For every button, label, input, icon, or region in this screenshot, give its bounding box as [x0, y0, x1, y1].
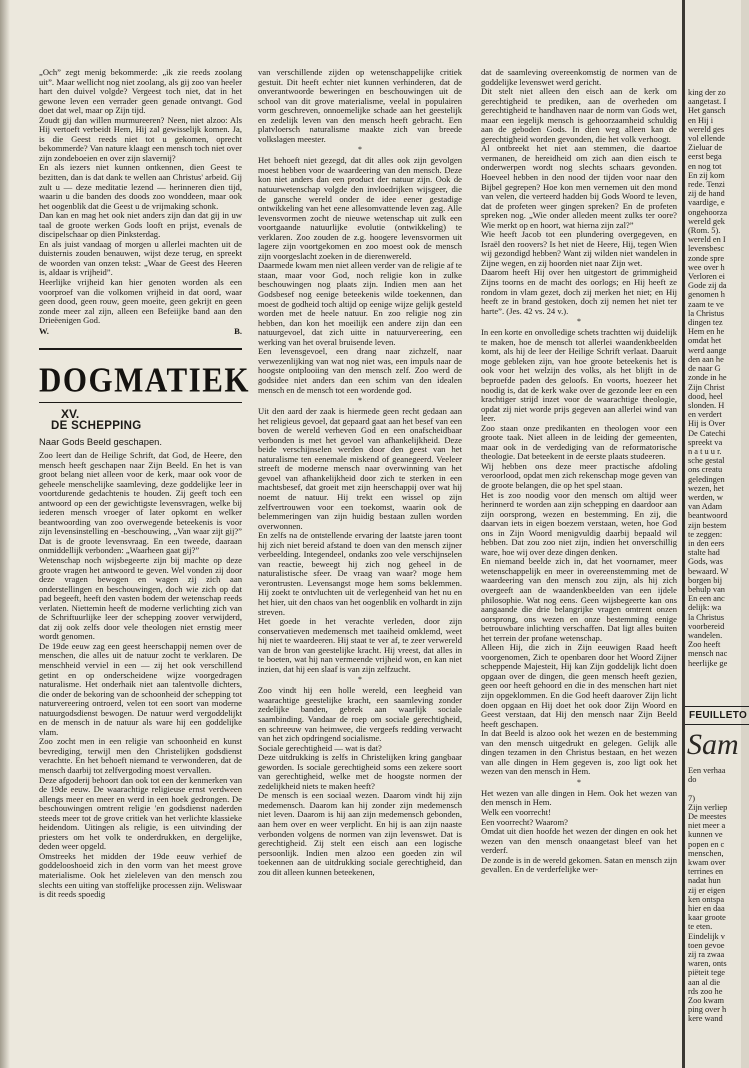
edge-text-line: Zieluar de	[688, 143, 723, 153]
edge-text-line: wezen, het	[688, 483, 724, 493]
edge-text-line: omdat het	[688, 336, 722, 346]
edge-text-line: behulp van	[688, 584, 725, 594]
paragraph: Het goede in het verachte verleden, door zijn conservatieven medemensch met taaiheid omklemd, weet hij niet te waardeeren. Hij staat te ver af, te zeer verwereld van de bron van geestelijke kracht. Hij vreest, dat alles in te boeten, wat hij nan vermeende vrijheid won, en kan niet inzien, dat hij een slaaf is van zijn zelfzucht.	[258, 616, 462, 674]
edge-text-line: zij de hand	[688, 189, 725, 199]
edge-text-line: menschen,	[688, 848, 724, 858]
separator-star-icon: *	[358, 675, 362, 685]
paragraph: In dat Beeld is alzoo ook het wezen en de bestemming van den mensch uitgedrukt en gelegen. Gelijk alle dingen tezamen in den Christus bestaan, en het wezen van alle dingen in Hem gegeven is, zoo ligt ook het wezen van den mensch in Hem.	[481, 728, 677, 777]
paragraph: De mensch is een sociaal wezen. Daarom vindt hij zijn medemensch. Daarom kan hij zonder zijn medemensch niet leven. Daarom is hij aan zijn medemensch gebonden, aan hem over en weer verplicht. En hij is aan zijn naaste verbonden volgens de normen van zijn levenswet. Dat is gerechtigheid. Zij stelt een eisch aan een logische persoonlijk. Indien men alzoo een goeden zin wil toekennen aan de uitdrukking sociale gerechtigheid, dan zou dit alleen kunnen beteekenen,	[258, 790, 462, 877]
column-2	[258, 68, 462, 877]
edge-text-line: aan al die	[688, 977, 721, 987]
paragraph: Daarom heeft Hij over hen uitgestort de grimmigheid Zijns toorns en de macht des oorlogs; en Hij heeft ze rondom in vlam gezet, doch zij merken het niet; en Hij heeft ze in brand gestoken, doch zij nemen het niet ter harte”. (Jes. 42 vs. 24 v.).	[481, 267, 677, 316]
paragraph: Dit stelt niet alleen den eisch aan de kerk om gerechtigheid te prediken, aan de overheden om gerechtigheid te handhaven naar de norm van Gods wet, maar een iegelijk mensch is gehoorzaamheid schuldig aan de geboden Gods. In dien weg alleen kan de gerechtigheid worden gevonden, die het volk verhoogt.	[481, 86, 677, 144]
section-divider	[39, 348, 242, 350]
edge-text-line: Eindelijk v	[688, 931, 725, 941]
section-divider	[39, 402, 242, 403]
edge-text-line: aangetast. I	[688, 97, 727, 107]
signature-left: W.	[39, 325, 49, 336]
edge-text-line: van Adam	[688, 502, 723, 512]
edge-text-line: dingen tez	[688, 318, 723, 328]
edge-text-line: en verdert	[688, 410, 722, 420]
edge-text-line: nadat hun	[688, 876, 721, 886]
paragraph: En als juist vandaag of morgen u allerlei machten uit de duisternis zouden benauwen, wijst deze terug, en spreekt de woorden van onzen tekst: „Waar de Geest des Heeren is, aldaar is vrijheid”.	[39, 238, 242, 278]
edge-text-line: zijn bestem	[688, 520, 727, 530]
edge-text-line: wereld gek	[688, 216, 725, 226]
edge-text-line: Zijn Christ	[688, 382, 725, 392]
edge-text-line: delijk: wa	[688, 603, 722, 613]
article-subtitle: DE SCHEPPING	[51, 419, 142, 432]
separator-star-icon: *	[577, 317, 581, 327]
edge-text-line: ons creatu	[688, 465, 723, 475]
paragraph: van verschillende zijden op wetenschappelijke critiek gestuit. Dit heeft echter niet kunnen verhinderen, dat de onverantwoorde beweringen en beschouwingen uit de school van dit grove materialisme, veelal in populairen vorm geschreven, onnoemelijke schade aan het geestelijk en zedelijk leven van den mensch heeft gebracht. Een platvloersch naturalisme maakte zich van breede volkslagen meester.	[258, 67, 462, 144]
paragraph: Zoo zocht men in een religie van schoonheid en kunst bevrediging, terwijl men den Christelijken godsdienst verachtte. En het behoeft niemand te verwonderen, dat de mensch daarbij tot zelfvergoding moest vervallen.	[39, 736, 242, 775]
facing-page-edge	[682, 0, 748, 1068]
paragraph: En zelfs na de ontstellende ervaring der laatste jaren toont hij zich niet bereid afstand te doen van den mensch zijner verbeelding. Integendeel, ondanks zoo vele verschijnselen van reactie, beweegt hij zich nog geheel in de naturalistische sfeer. De vraag van waar? moge hem verontrusten. Levensangst moge hem soms beklemmen. Hij zoekt te ontvluchten uit de verlegenheid van het nu en het hier, uit den chaos van het oogenblik en volhardt in zijn streven.	[258, 530, 462, 617]
edge-text-line: piëteit tege	[688, 968, 725, 978]
edge-text-line: sche gestal	[688, 456, 725, 466]
paragraph: Dan kan en mag het ook niet anders zijn dan dat gij in uw taal de groote werken Gods looft en prijst, evenals de discipelschaar op dien Pinksterdag.	[39, 210, 242, 240]
edge-text-line: de naar G	[688, 364, 721, 374]
edge-text-line: zij er eigen	[688, 885, 726, 895]
paragraph: Wetenschap noch wijsbegeerte zijn bij machte op deze groote vragen het antwoord te geven. Wel vonden zij door deze vragen bewogen en wagen zij zich aan onderstellingen en beschouwingen, doch wie zich op dat pad begeeft, heeft den vasten bodem der wetenschap reeds verlaten. Niettemin heeft de moderne verlichting zich van de Schriftuurlijke leer der schepping zoover verwijderd, dat zij ook zelfs door vele theologen niet ernstig meer wordt genomen.	[39, 554, 242, 642]
edge-text-line: wee over h	[688, 262, 725, 272]
column-3	[481, 68, 677, 875]
edge-text-line: Het gansch	[688, 106, 726, 116]
edge-text-line: terrines en	[688, 867, 724, 877]
paragraph: Zoo leert dan de Heilige Schrift, dat God, de Heere, den mensch heeft geschapen naar Zijn Beeld. En het is van groot belang niet alleen voor de kerk, maar ook voor de geheele menschelijke saamleving, deze goddelijke leer in voortdurende gedachtenis te houden. Zij geeft toch een antwoord op een der gewichtigste levensvragen, welke bij iederen mensch vroeger of later opkomt en welker beantwoording van zoo overwegende beteekenis is voor zijn levensinstelling en -beschouwing, „Van waar zijt gij?” Dat is de groote levensvraag. En een tweede, daaraan onmiddellijk verbonden: „Waarheen gaat gij?”	[39, 449, 242, 556]
cropped-text-fragment	[688, 88, 748, 668]
paragraph: In een korte en onvolledige schets trachtten wij duidelijk te maken, hoe de mensch tot allerlei waandenkbeelden komt, als hij de leer der Heilige Schrift verlaat. Daaruit moge gebleken zijn, van hoe groote beteekenis het is ook voor het welzijn des volks, als het blijft in de beproefde paden des geloofs. En voorts, hoezeer het noodig is, dat de kerk wake over de gezonde leer en een krachtiger strijd inzet voor de waarachtige theologie, opdat zij niet worde prijs gegeven aan allerlei wind van leer.	[481, 327, 677, 424]
edge-text-line: mensch nac	[688, 649, 728, 659]
paragraph: Uit den aard der zaak is hiermede geen recht gedaan aan het religieus gevoel, dat gepaard gaat aan het besef van een boven de wereld verheven God en een onafscheidbaar verbonden is met het gevoel van afhankelijkheid. Deze beide verschijnselen werden door den geest van het naturalisme ten eenemale miskend of geanegeerd. Veeleer streeft de moderne mensch naar overwinning van het gevoel van afhankelijkheid door zich te sterken in een machtsbesef, dat groeit met zijn heerschappij over wat hij noemt de natuur. Hij trekt een wissel op zijn zelfvertrouwen voor een toekomst, waarin ook de belemmeringen van zijn huidig bestaan zullen worden overwonnen.	[258, 406, 462, 531]
paragraph: Heerlijke vrijheid kan hier genoten worden als een voorproef van die volkomen vrijheid in dat oord, waar geen dood, geen rouw, geen moeite, geen gekrijt en geen zonde meer zal zijn, alleen een Befeiijke band aan den Drieëenigen God.	[39, 277, 242, 326]
paragraph: Zoo staan onze predikanten en theologen voor een groote taak. Niet alleen in de leiding der gemeenten, maar ook in de verdediging van de reformatorische theologie. Dat beteekent in de eerste plaats studeeren.	[481, 422, 677, 462]
paragraph: Het wezen van alle dingen in Hem. Ook het wezen van den mensch in Hem.	[481, 787, 677, 808]
edge-text-line: vaardige, e	[688, 198, 725, 208]
edge-text-line: 7)	[688, 793, 695, 803]
edge-text-line: en Hij i	[688, 115, 714, 125]
paragraph: Wij hebben ons deze meer practische afdoling veroorlood, opdat men zich rekenschap moge geven van de groote belangen, die op het spel staan.	[481, 460, 677, 490]
edge-text-line: voorbereid	[688, 621, 725, 631]
section-title: DOGMATIEK	[39, 360, 250, 400]
paragraph: De zonde is in de wereld gekomen. Satan en mensch zijn gevallen. En de verderfelijke wer-	[481, 854, 677, 875]
paragraph: Wie heeft Jacob tot een plundering overgegeven, en Israël den roovers? Is het niet de Heere, Hij, tegen Wien wij gezondigd hebben? Want zij wilden niet wandelen in Zijne wegen, en zij hoorden niet naar Zijn wet.	[481, 229, 677, 268]
edge-text-line: kaar groote	[688, 913, 726, 923]
paragraph: Het behoeft niet gezegd, dat dit alles ook zijn gevolgen moest hebben voor de waardeering van den mensch. Deze kon niet anders dan een product der natuur zijn. Ook de natuurwetenschap volgde den invloedrijken wijsgeer, die de gansche wereld onder de idee eener gestadige ontwikkeling van het eene allesomvattende leven zag. Alle levensvormen zocht de nieuwe wetenschap uit zulk een voortgaande natuurlijke evolutie (ontwikkeling) te verklaren. Zoo zouden de z.g. hoogere levensvormen uit lagere zijn voortgekomen en zoo moest ook de mensch zijn voorgeslacht zoeken in de dierenwereld.	[258, 155, 462, 261]
paragraph: dat de saamleving overeenkomstig de normen van de goddelijke levenswet werd gericht.	[481, 67, 677, 87]
edge-text-line: genomen h	[688, 290, 725, 300]
edge-text-line: Hem en he	[688, 327, 725, 337]
paragraph: Deze uitdrukking is zelfs in Christelijken kring gangbaar geworden. Is sociale gerechtigheid soms een zekere soort van gerechtigheid, welke met de hoogste normen der zedelijkheid niets te maken heeft?	[258, 752, 462, 791]
feuilleton-header: FEUILLETO	[685, 706, 749, 725]
edge-text-line: te eten.	[688, 922, 713, 932]
paragraph: Een levensgevoel, een drang naar zichzelf, naar verwezenlijking van wat nog niet was, een impuls naar de hoogste ontplooiing van den mensch zelf. Zoo werd de godsidee niet anders dan een schim van den idealen mensch en de mensch tot een wordende god.	[258, 346, 462, 395]
edge-text-line: Hij is Over	[688, 419, 726, 429]
feuilleton-title: Sam	[687, 728, 739, 761]
edge-text-line: hier en daa	[688, 904, 725, 914]
article-lead: Naar Gods Beeld geschapen.	[39, 436, 162, 448]
edge-text-line: Gods, was	[688, 557, 723, 567]
edge-text-line: Zoo heeft	[688, 640, 721, 650]
edge-text-line: king der zo	[688, 88, 726, 97]
paragraph: Het is zoo noodig voor den mensch om altijd weer herinnerd te worden aan zijn schepping en daardoor aan zijn oorsprong, wezen en bestemming. En zij, die daarvan iets in eigen boezem verstaan, weten, hoe God ons in Zijn Woord menigvuldig daarbij bepaald wil hebben. Dat zou zoo niet zijn, indien het onverschillig ware, hoe wij over deze dingen denken.	[481, 489, 677, 557]
edge-text-line: De Catechi	[688, 428, 726, 438]
edge-text-line: rds zoo he	[688, 986, 723, 996]
separator-star-icon: *	[577, 777, 581, 787]
edge-text-line: heerlijke ge	[688, 658, 728, 668]
edge-text-line: bewaard. W	[688, 566, 729, 576]
edge-text-line: n a t u u r.	[688, 446, 722, 456]
edge-text-line: vol ellende	[688, 134, 725, 144]
paragraph: Zoudt gij dan willen murmureeren? Neen, niet alzoo: Als Hij vertoeft verbeidt Hem, Hij zal gewisselijk komen. Ja, is die Geest reeds niet tot u gekomen, oprecht bekommerde? Van nature klaagt een mensch toch niet over zijn zondeboeien en over zijn slavernij?	[39, 114, 242, 163]
edge-text-line: eerst bega	[688, 152, 722, 162]
edge-text-line: kunnen ve	[688, 830, 723, 840]
binding-shadow	[0, 0, 10, 1068]
edge-text-line: levensbesc	[688, 244, 725, 254]
column-1	[39, 67, 250, 900]
edge-text-line: En zij kom	[688, 170, 725, 180]
edge-text-line: ken ontspa	[688, 894, 725, 904]
edge-text-line: Verloren ei	[688, 272, 725, 282]
separator-star-icon: *	[358, 145, 362, 155]
edge-text-line: wandelen.	[688, 630, 723, 640]
edge-text-line: slonden. H	[688, 400, 725, 410]
paragraph: Deze afgoderij behoort dan ook tot een der kenmerken van de 19de eeuw. De waarachtige religieuse ernst verdween allengs meer en meer en werd in een hoek gedrongen. De beschouwingen omtrent religie 'en godsdienst naderden steeds meer tot de grove critiek van het verlichte klassieke heidendom. Uitingen als religie, is een uitvinding der priesters om het volk te onderdrukken, en dergelijke, deden weer opgeld.	[39, 774, 242, 852]
edge-text-line: te zeggen:	[688, 529, 723, 539]
edge-text-line: zonde spre	[688, 253, 725, 263]
paragraph: Zoo vindt hij een holle wereld, een leegheid van waarachtige geestelijke kracht, een saamleving zonder zedelijke banden, gebrek aan waarlijk sociale saambinding. Vandaar de roep om sociale gerechtigheid, en schreeuw van heimwee, die vergeefs redding verwacht van het zich opdringend socialisme.	[258, 685, 462, 744]
chapter-numeral: XV.	[61, 407, 80, 422]
edge-text-line: ping over h	[688, 1005, 727, 1015]
edge-text-line: den aan he	[688, 354, 724, 364]
signature-right: B.	[234, 325, 242, 336]
edge-text-line: ongehoorza	[688, 207, 728, 217]
edge-text-line: borgen bij	[688, 575, 723, 585]
edge-text-line: Zijn verliep	[688, 802, 728, 812]
edge-text-line: in den eers	[688, 538, 725, 548]
edge-text-line: De meestes	[688, 812, 727, 822]
edge-text-line	[688, 784, 748, 793]
edge-text-line: zonde in he	[688, 373, 727, 383]
edge-text-line: stalte had	[688, 548, 720, 558]
edge-text-line: la Christus	[688, 612, 725, 622]
edge-text-line: rede. Tenzi	[688, 180, 725, 190]
edge-text-line: kere wand	[688, 1014, 723, 1024]
cropped-text-fragment	[688, 766, 748, 1024]
paragraph: Omdat uit dien hoofde het wezen der dingen en ook het wezen van den mensch onaangetast bleef van het verderf.	[481, 826, 677, 856]
signature	[39, 327, 242, 337]
paragraph: „Och” zegt menig bekommerde: „ik zie reeds zoolang uit”. Maar wellicht nog niet zoolang, als gij zoo van heeler hart den duivel volgde? Vergeest toch niet, dat in het gewone leven een verrader geen genade ontvangt. God doet dat wel, maar op Zijn tijd.	[39, 67, 242, 116]
paragraph: Al ontbreekt het niet aan stemmen, die daartoe vermanen, de hereidheid om zich aan dien eisch te onderwerpen wordt nog slechts schaars gevonden. Hoeveel hebben in den nood der tijden voor naar den Bijbel gegrepen? Hoe kon men vernemen uit den mond van velen, die verteerd hadden bij Gods Woord te leven, dat de profeten weer gingen spreken? En de profeten spreken nog. „Wie onder alleden meent zulks ter oore? Wie merkt op en hoort, wat hierna zijn zal?”	[481, 143, 677, 230]
paragraph: Omstreeks het midden der 19de eeuw verhief de goddelooshoeid zich in den vorm van het meest grove materialisme. Ook het zieleleven van den mensch zou slechts een uiting van stoffelijke processen zijn. Weliswaar is dit reeds spoedig	[39, 850, 242, 900]
edge-text-line: Een verhaa	[688, 766, 726, 775]
edge-text-line: wereld en I	[688, 235, 726, 245]
edge-text-line: kwam over	[688, 858, 726, 868]
edge-text-line: Gode zij da	[688, 281, 727, 291]
edge-text-line: werd aange	[688, 345, 727, 355]
edge-text-line: niet meer a	[688, 821, 726, 831]
paragraph: Alleen Hij, die zich in Zijn eeuwigen Raad heeft voorgenomen, Zich te openbaren door het Woord Zijner scheppende Majesteit, Hij kan Zijn goddelijk licht doen opgaan over de dingen, die geen mensch heeft gezien, geen oor heeft gehoord en die in des menschen hart niet zijn opgeklommen. En die God heeft daarover Zijn licht doen opgaan en Hij doet het ook door Zijn Woord en Geest verstaan, dat Hij den mensch naar Zijn Beeld heeft geschapen.	[481, 642, 677, 729]
paragraph: Welk een voorrecht!	[481, 807, 551, 818]
edge-text-line: spreekt va	[688, 437, 723, 447]
edge-text-line: zaam te ve	[688, 299, 724, 309]
edge-text-line: en nog tot	[688, 161, 722, 171]
edge-text-line: wereld ges	[688, 124, 725, 134]
paragraph: En niemand beelde zich in, dat het voornamer, meer wetenschappelijk en meer in overeenstemming met de waardeering van den mensch zou zijn, als hij zich overgeeft aan de waandenkbeelden van een ijdele philosophie. Wat nog eens. Geen wijsbegeerte kan ons aangaande die drie belangrijke vragen omtrent onzen oorsprong, ons wezen en onze bestemming eenige betrouwbare inlichting verschaffen. Dat ligt alles buiten het terrein der profane wetenschap.	[481, 556, 677, 643]
paragraph: De 19de eeuw zag een geest heerschappij nemen over de menschen, die alles uit de natuur zocht te verklaren. De menschheid verviel in een — zij het ook verschillend getint en op onderscheidene wijze voorgedragen naturalisme. Het onderhaik niet aan talentvolle dichters, die onder de bekoring van de schoonheid der schepping tot naturvereering ontroerd, velen tot een soort van moderne natuurgodsdienst bewogen. De natuur werd vergoddelijkt en de mensch in de natuur als ware hij een goddelijke vlam.	[39, 640, 242, 737]
paragraph: Sociale gerechtigheid — wat is dat?	[258, 742, 382, 753]
edge-text-line: Zoo kwam	[688, 996, 725, 1006]
edge-text-line: beantwoord	[688, 511, 728, 521]
edge-text-line: la Christus	[688, 308, 725, 318]
edge-text-line: En een anc	[688, 594, 725, 604]
edge-text-line: popen en c	[688, 839, 725, 849]
edge-text-line: werden, w	[688, 492, 723, 502]
paragraph: Een voorrecht? Waarom?	[481, 816, 568, 827]
edge-text-line: waren, onts	[688, 959, 727, 969]
edge-text-line: geledingen	[688, 474, 725, 484]
edge-text-line: zij ra zwaa	[688, 950, 725, 960]
edge-text-line: toen gevoe	[688, 940, 725, 950]
edge-text-line: do	[688, 775, 697, 785]
paragraph: Daarmede kwam men niet alleen verder van de religie af te staan, maar voor God, noch religie kon in zulke beschouwingen nog plaats zijn. Indien men aan het Godsbesef nog eenige beteekenis wilde toekennen, dan moest de godheid toch altijd op eenige wijze gelijk gesteld worden met de heele natuur. En zoo religie nog zin hebben, dan kon het moeilijk een andere zijn dan een natuurgevoel, dat zich uitte in natuurvereering, een werking van het overal bruisende leven.	[258, 260, 462, 347]
separator-star-icon: *	[358, 396, 362, 406]
edge-text-line: (Rom. 5).	[688, 226, 721, 236]
edge-text-line: dood, heel	[688, 391, 723, 401]
paragraph: En als iezers niet kunnen ontkennen, dien Geest te bezitten, dan is dat dank te wellen aan Christus' arbeid. Gij zult u — deze meditatie lezend — herinneren dien tijd, waarin u die banden des doods zoo wonddeen, maar ook het oogenblik dat die Geest u de vrijmaking schonk.	[39, 162, 242, 211]
